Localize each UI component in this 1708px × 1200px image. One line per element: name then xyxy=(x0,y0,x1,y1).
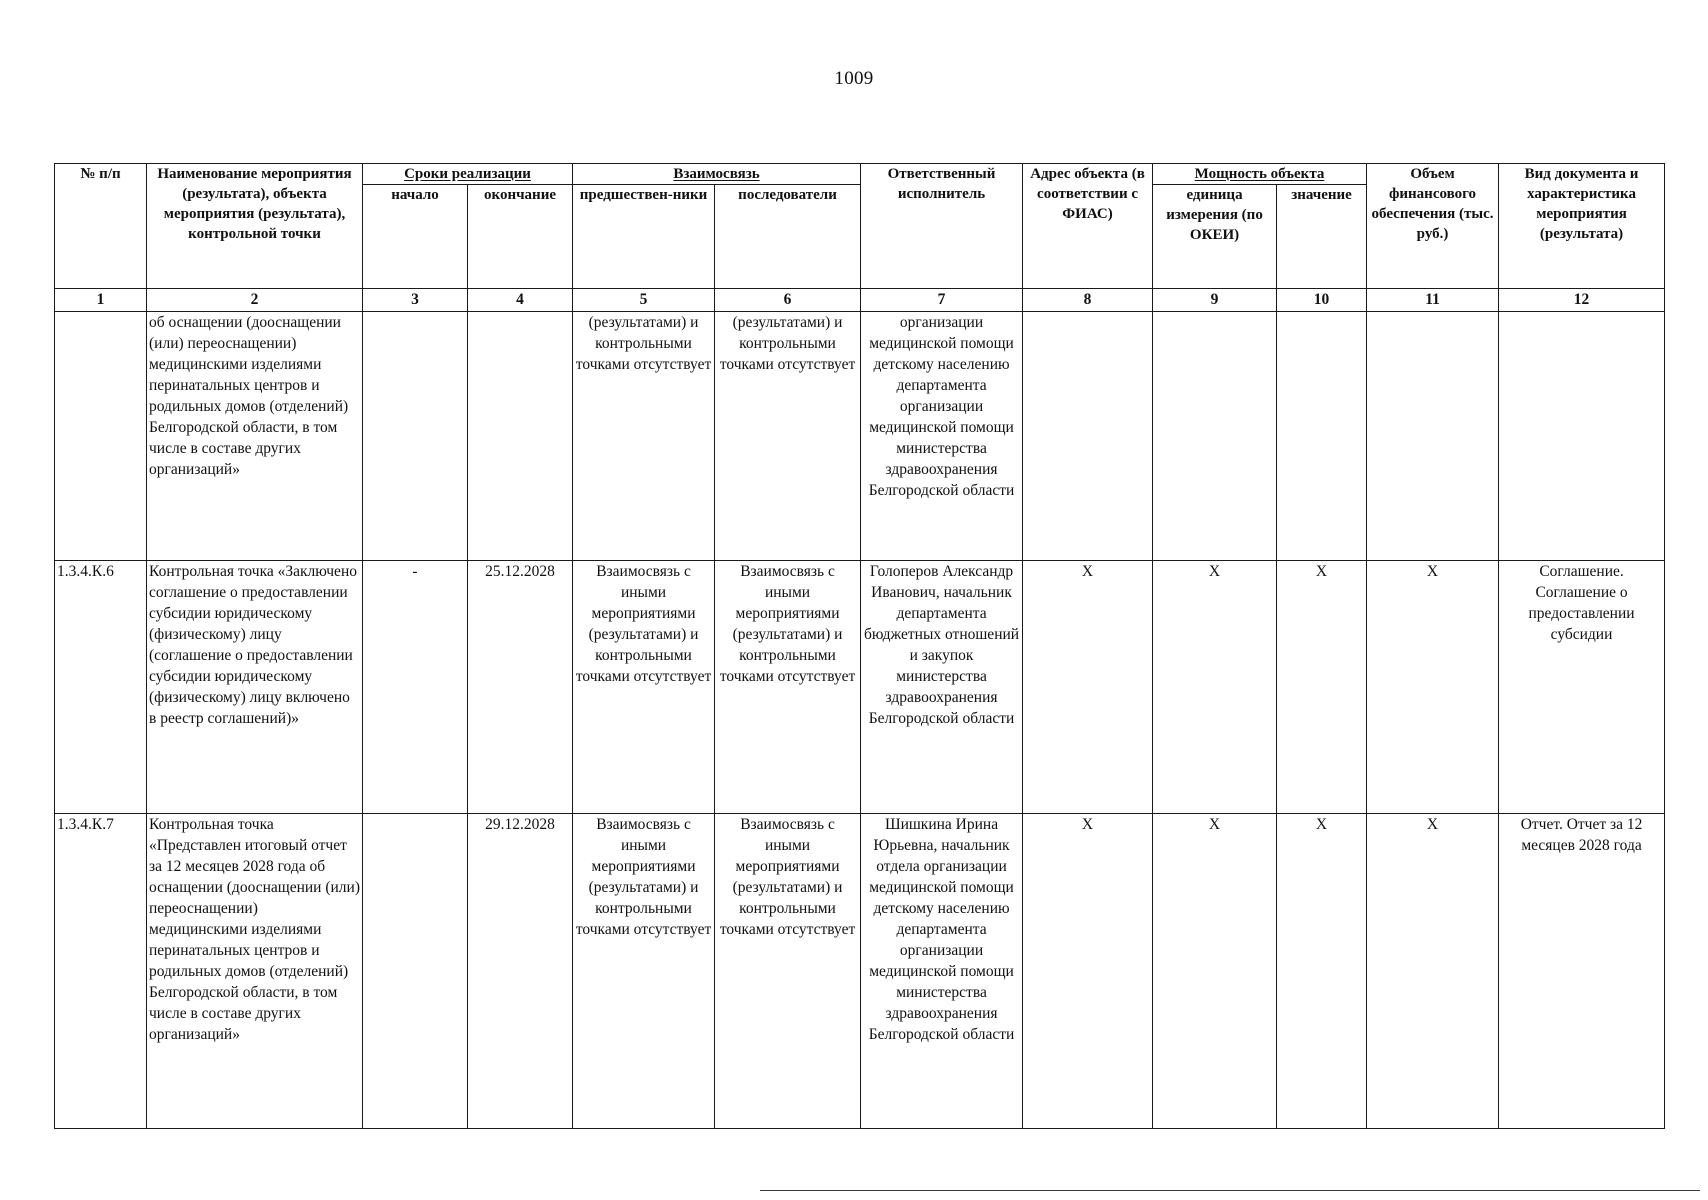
cell-name: Контрольная точка «Представлен итоговый отчет за 12 месяцев 2028 года об оснащении (дооснащении (или) переоснащении) медицинскими изделиями перинатальных центров и родильных домов (отделений) Белгородской области, в том числе в составе других организаций» xyxy=(147,814,363,1129)
cell-number: 1.3.4.К.6 xyxy=(55,561,147,814)
cell-successors: Взаимосвязь с иными мероприятиями (результатами) и контрольными точками отсутствует xyxy=(715,814,861,1129)
header-links-group xyxy=(573,164,861,185)
cell-address xyxy=(1023,312,1153,561)
header-unit: единица измерения (по ОКЕИ) xyxy=(1153,185,1277,289)
cell-doc: Отчет. Отчет за 12 месяцев 2028 года xyxy=(1499,814,1665,1129)
column-number: 4 xyxy=(468,289,573,312)
cell-start xyxy=(363,814,468,1129)
table-header xyxy=(55,164,1665,312)
cell-responsible: организации медицинской помощи детскому населению департамента организации медицинской помощи министерства здравоохранения Белгородской области xyxy=(861,312,1023,561)
cell-unit: X xyxy=(1153,561,1277,814)
cell-value: X xyxy=(1277,814,1367,1129)
cell-finance: X xyxy=(1367,561,1499,814)
header-finance: Объем финансового обеспечения (тыс. руб.) xyxy=(1367,164,1499,289)
cell-start: - xyxy=(363,561,468,814)
page-bottom-rule xyxy=(760,1190,1700,1191)
cell-successors: Взаимосвязь с иными мероприятиями (результатами) и контрольными точками отсутствует xyxy=(715,561,861,814)
table-row xyxy=(55,814,1665,1129)
cell-value: X xyxy=(1277,561,1367,814)
cell-end: 25.12.2028 xyxy=(468,561,573,814)
cell-address: X xyxy=(1023,814,1153,1129)
column-number: 9 xyxy=(1153,289,1277,312)
table-body xyxy=(55,312,1665,1129)
cell-predecessors: (результатами) и контрольными точками отсутствует xyxy=(573,312,715,561)
cell-value xyxy=(1277,312,1367,561)
cell-end xyxy=(468,312,573,561)
plan-table xyxy=(54,163,1665,1129)
column-number: 11 xyxy=(1367,289,1499,312)
cell-responsible: Голоперов Александр Иванович, начальник департамента бюджетных отношений и закупок министерства здравоохранения Белгородской области xyxy=(861,561,1023,814)
cell-predecessors: Взаимосвязь с иными мероприятиями (результатами) и контрольными точками отсутствует xyxy=(573,814,715,1129)
table-row xyxy=(55,312,1665,561)
cell-end: 29.12.2028 xyxy=(468,814,573,1129)
header-capacity-title: Мощность объекта xyxy=(1194,166,1325,182)
cell-number: 1.3.4.К.7 xyxy=(55,814,147,1129)
cell-doc xyxy=(1499,312,1665,561)
header-terms-group xyxy=(363,164,573,185)
header-number: № п/п xyxy=(55,164,147,289)
column-number: 12 xyxy=(1499,289,1665,312)
cell-doc: Соглашение. Соглашение о предоставлении субсидии xyxy=(1499,561,1665,814)
cell-name: Контрольная точка «Заключено соглашение о предоставлении субсидии юридическому (физическому) лицу (соглашение о предоставлении субсидии юридическому (физическому) лицу включено в реестр соглашений)» xyxy=(147,561,363,814)
cell-successors: (результатами) и контрольными точками отсутствует xyxy=(715,312,861,561)
cell-responsible: Шишкина Ирина Юрьевна, начальник отдела организации медицинской помощи детскому населению департамента организации медицинской помощи министерства здравоохранения Белгородской области xyxy=(861,814,1023,1129)
column-number: 2 xyxy=(147,289,363,312)
column-numbers-row xyxy=(55,289,1665,312)
header-term-start: начало xyxy=(363,185,468,289)
header-term-end: окончание xyxy=(468,185,573,289)
header-terms-title: Сроки реализации xyxy=(404,166,531,182)
column-number: 1 xyxy=(55,289,147,312)
cell-start xyxy=(363,312,468,561)
cell-unit xyxy=(1153,312,1277,561)
header-name: Наименование мероприятия (результата), объекта мероприятия (результата), контрольной точки xyxy=(147,164,363,289)
header-link-next: последователи xyxy=(715,185,861,289)
column-number: 8 xyxy=(1023,289,1153,312)
header-capacity-group xyxy=(1153,164,1367,185)
column-number: 7 xyxy=(861,289,1023,312)
plan-table-wrapper xyxy=(54,163,1664,1129)
column-number: 6 xyxy=(715,289,861,312)
table-row xyxy=(55,561,1665,814)
header-links-title: Взаимосвязь xyxy=(673,166,760,182)
header-responsible: Ответственный исполнитель xyxy=(861,164,1023,289)
cell-finance xyxy=(1367,312,1499,561)
header-link-prev: предшествен-ники xyxy=(573,185,715,289)
header-doc-type: Вид документа и характеристика мероприятия (результата) xyxy=(1499,164,1665,289)
header-value: значение xyxy=(1277,185,1367,289)
cell-unit: X xyxy=(1153,814,1277,1129)
cell-finance: X xyxy=(1367,814,1499,1129)
header-address: Адрес объекта (в соответствии с ФИАС) xyxy=(1023,164,1153,289)
column-number: 10 xyxy=(1277,289,1367,312)
column-number: 5 xyxy=(573,289,715,312)
cell-name: об оснащении (дооснащении (или) переоснащении) медицинскими изделиями перинатальных центров и родильных домов (отделений) Белгородской области, в том числе в составе других организаций» xyxy=(147,312,363,561)
cell-address: X xyxy=(1023,561,1153,814)
page-number: 1009 xyxy=(834,68,874,89)
cell-number xyxy=(55,312,147,561)
column-number: 3 xyxy=(363,289,468,312)
cell-predecessors: Взаимосвязь с иными мероприятиями (результатами) и контрольными точками отсутствует xyxy=(573,561,715,814)
